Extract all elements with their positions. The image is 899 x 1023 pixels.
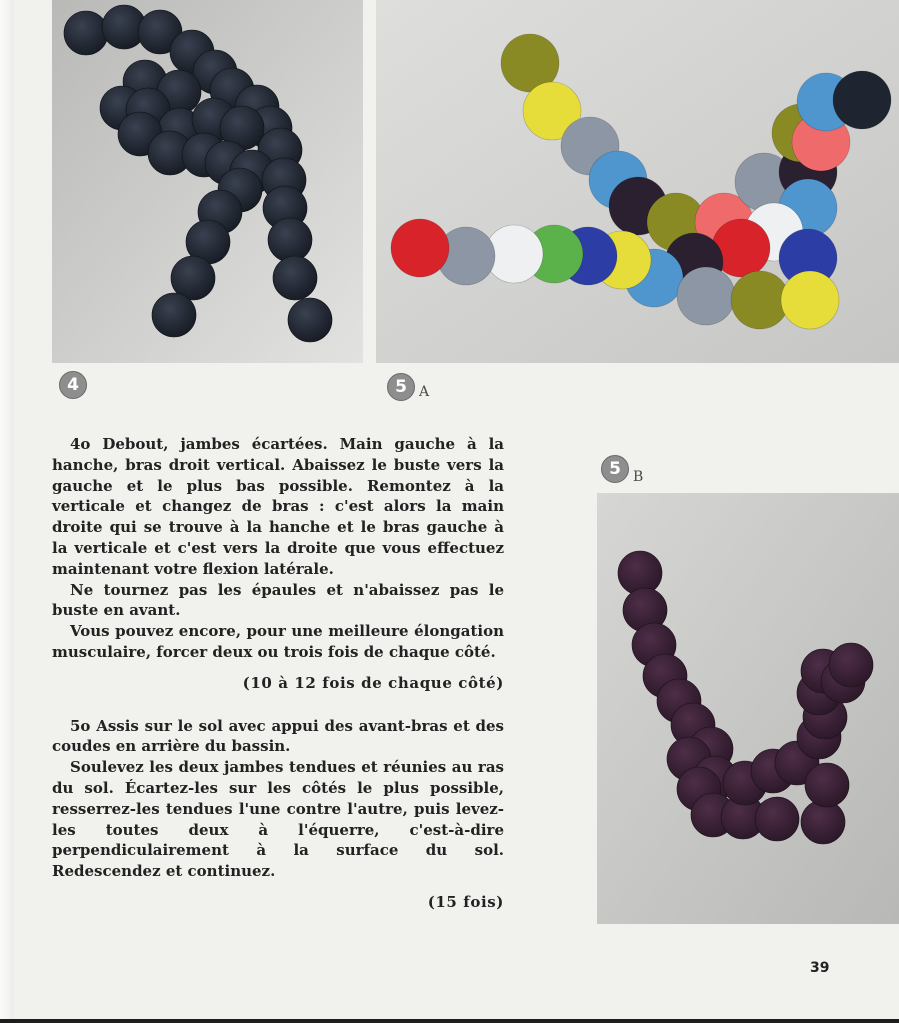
exercise-5-repetitions: (15 fois) [427,892,504,911]
navy-disc [64,11,108,55]
exercise-text-column [52,434,504,913]
figure-4-photo [52,0,363,363]
figure-4-disc-figure [52,0,363,363]
red-disc [391,219,449,277]
navy-disc [273,256,317,300]
page-number: 39 [810,960,830,976]
figure-5b-photo [597,493,899,924]
plum-disc [755,797,799,841]
olive-disc [731,271,789,329]
page-edge [0,0,14,1023]
figure-4-number-badge: 4 [59,371,87,399]
navy-disc [288,298,332,342]
plum-disc [805,763,849,807]
figure-5b-sub-letter: B [633,469,644,485]
yellow-disc [781,271,839,329]
exercise-4-instructions: 4o Debout, jambes écartées. Main gauche à la hanche, bras droit vertical. Abaissez le buste vers la gauche et le plus bas possible. Remontez à la verticale et changez de bras : c'est alors la main droite qui se trouve à la hanche et le bras gauche à la verticale et c'est vers la droite que vous effectuez maintenant votre flexion latérale. [52,435,504,578]
exercise-4-repetitions: (10 à 12 fois de chaque côté) [242,673,504,692]
navy-disc [152,293,196,337]
plum-disc [829,643,873,687]
exercise-5-position: 5o Assis sur le sol avec appui des avant-bras et des coudes en arrière du bassin. [52,716,504,756]
page-bottom-edge [0,1019,899,1023]
exercise-4-tip: Vous pouvez encore, pour une meilleure élongation musculaire, forcer deux ou trois fois de chaque côté. [52,622,504,661]
figure-5a-photo [376,0,899,363]
exercise-5-instructions: Soulevez les deux jambes tendues et réunies au ras du sol. Écartez-les sur les côtés le plus possible, resserrez-les tendues l'une contre l'autre, puis levez-les toutes deux à l'équerre, c'est-à-dire perpendiculairement à la surface du sol. Redescendez et continuez. [52,758,504,881]
navy-disc [268,218,312,262]
figure-5a-number-badge: 5 [387,373,415,401]
figure-5b-disc-figure [597,493,899,924]
figure-5b-number-badge: 5 [601,455,629,483]
navy-disc [833,71,891,129]
figure-5a-disc-figure [376,0,899,363]
figure-5a-sub-letter: A [419,384,430,400]
silver-disc [677,267,735,325]
exercise-4-caution: Ne tournez pas les épaules et n'abaissez pas le buste en avant. [52,580,504,620]
